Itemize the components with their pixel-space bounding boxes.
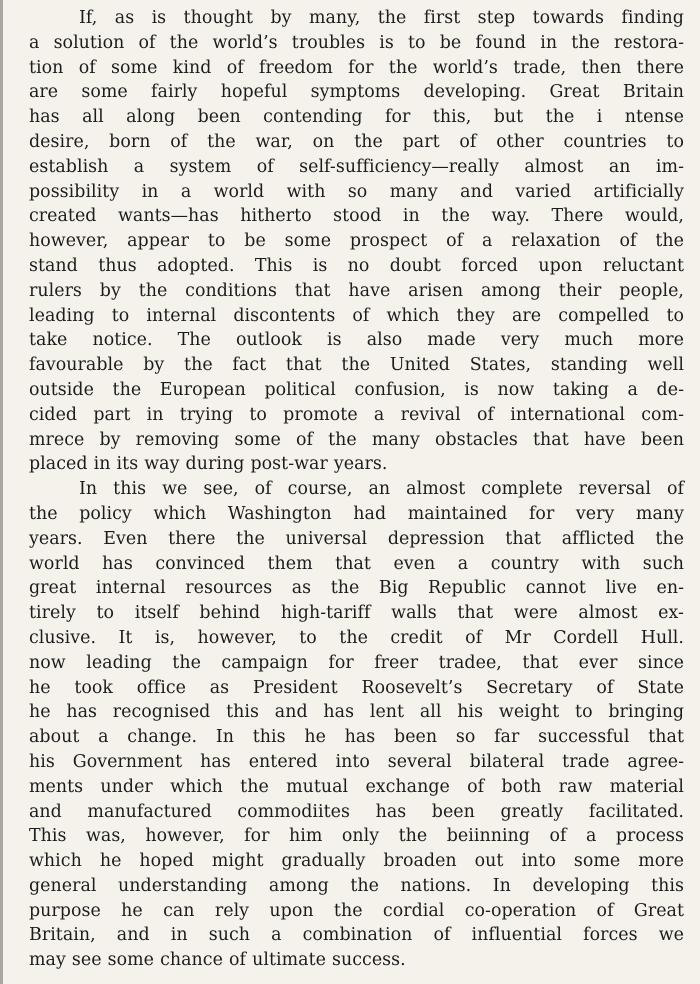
text-line: establish a system of self-sufficiency—really almost an im- [29,156,684,177]
text-line: Britain, and in such a combination of influential forces we [29,925,684,946]
paragraph-1 [29,6,684,477]
text-line: desire, born of the war, on the part of other countries to [29,131,684,152]
paragraph-2 [29,477,684,973]
text-line: If, as is thought by many, the first step towards finding [79,8,684,28]
text-line: may see some chance of ultimate success. [29,950,406,971]
text-line: rulers by the conditions that have arisen among their people, [29,280,684,301]
text-line: however, appear to be some prospect of a relaxation of the [29,231,684,252]
text-line: about a change. In this he has been so far successful that [29,727,684,748]
text-line: tirely to itself behind high-tariff walls that were almost ex- [29,603,684,624]
text-line: a solution of the world’s troubles is to be found in the restora- [29,32,684,53]
text-line: are some fairly hopeful symptoms developing. Great Britain [29,82,684,103]
text-line: outside the European political confusion, is now taking a de- [29,379,684,400]
text-line: possibility in a world with so many and varied artificially [29,181,684,202]
text-line: In this we see, of course, an almost complete reversal of [79,479,684,500]
text-line: favourable by the fact that the United States, standing well [29,355,684,376]
text-line: now leading the campaign for freer tradee, that ever since [29,652,684,673]
text-line: mrece by removing some of the many obstacles that have been [29,429,684,450]
column-rule [0,0,3,984]
text-line: he took office as President Roosevelt’s Secretary of State [29,677,684,698]
text-line: general understanding among the nations. In developing this [29,875,684,896]
text-line: ments under which the mutual exchange of both raw material [29,776,684,797]
text-line: created wants—has hitherto stood in the way. There would, [29,206,684,227]
text-line: has all along been contending for this, but the i ntense [29,107,684,128]
text-line: leading to internal discontents of which they are compelled to [29,305,684,326]
text-line: purpose he can rely upon the cordial co-operation of Great [29,900,684,921]
text-line: great internal resources as the Big Republic cannot live en- [29,578,684,599]
text-line: world has convinced them that even a country with such [29,553,684,574]
text-line: his Government has entered into several bilateral trade agree- [29,751,684,772]
text-line: he has recognised this and has lent all his weight to bringing [29,702,684,723]
text-line: placed in its way during post-war years. [29,454,388,475]
text-line: which he hoped might gradually broaden out into some more [29,851,684,872]
text-line: cided part in trying to promote a revival of international com- [29,404,684,425]
text-line: tion of some kind of freedom for the world’s trade, then there [29,57,684,78]
text-line: the policy which Washington had maintained for very many [29,503,684,524]
article-column [29,6,684,973]
text-line: This was, however, for him only the beiinning of a process [29,826,684,847]
text-line: take notice. The outlook is also made very much more [29,330,684,351]
text-line: clusive. It is, however, to the credit of Mr Cordell Hull. [29,627,684,648]
text-line: stand thus adopted. This is no doubt forced upon reluctant [29,255,684,276]
text-line: years. Even there the universal depression that afflicted the [29,528,684,549]
text-line: and manufactured commodiites has been greatly facilitated. [29,801,684,822]
